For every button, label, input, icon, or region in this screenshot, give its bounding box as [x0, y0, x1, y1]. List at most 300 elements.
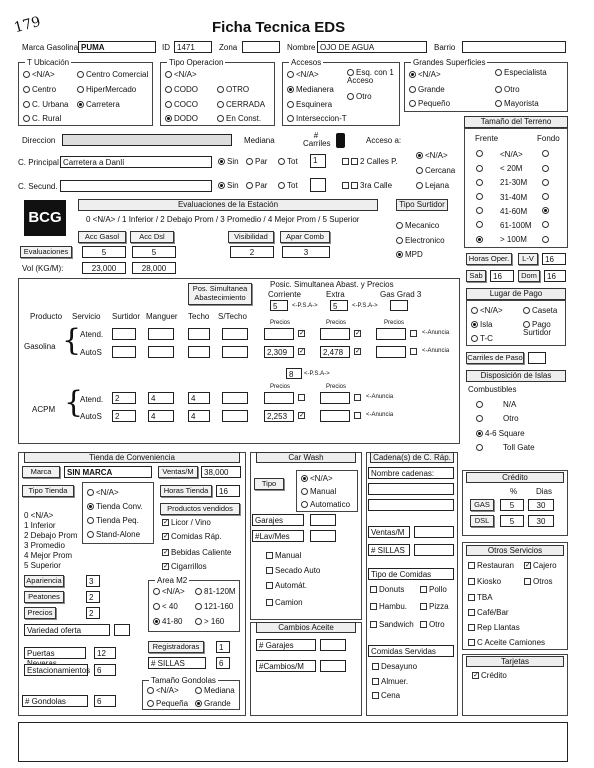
acc-opt-interseccion[interactable]: Interseccion-T: [287, 115, 347, 123]
gs-opt-otro[interactable]: Otro: [495, 86, 520, 94]
gas-atend-price-2[interactable]: [320, 328, 350, 340]
acpm-atend-surtidor[interactable]: 2: [112, 392, 136, 404]
fondo-radio[interactable]: [542, 207, 551, 215]
pos-sim-button[interactable]: Pos. Simultanea Abastecimiento: [188, 283, 252, 305]
tt-opt-na[interactable]: <N/A>: [87, 489, 119, 497]
isla-opt-square[interactable]: 4-6 Square: [476, 430, 525, 438]
extra-psa-field[interactable]: 5: [330, 300, 348, 311]
gasolina-label: Gasolina: [24, 342, 56, 351]
vol-label: Vol (KG/M):: [22, 264, 64, 273]
cp-carriles-field[interactable]: 1: [310, 154, 326, 168]
sab-field[interactable]: 16: [490, 270, 514, 282]
com-sandwich[interactable]: Sandwich: [370, 621, 414, 629]
pago-opt-caseta[interactable]: Caseta: [523, 307, 557, 315]
visibilidad-button[interactable]: Visibilidad: [228, 231, 274, 243]
direccion-field[interactable]: [62, 134, 232, 146]
cp-tot[interactable]: Tot: [278, 158, 298, 166]
cs-sin[interactable]: Sin: [218, 182, 239, 190]
corriente-psa-field[interactable]: 5: [270, 300, 288, 311]
com-otro[interactable]: Otro: [420, 621, 445, 629]
vol-gasol-field[interactable]: 23,000: [82, 262, 126, 274]
otros-tba[interactable]: TBA: [468, 594, 493, 602]
cw-opt-auto[interactable]: Automatico: [301, 501, 350, 509]
cw-garajes-field[interactable]: [310, 514, 336, 526]
servidas-label: Comidas Servidas: [368, 645, 454, 657]
anuncia-label: <-Anuncia: [366, 412, 394, 418]
peatones-button[interactable]: Peatones: [24, 591, 64, 603]
col-producto: Producto: [30, 312, 63, 321]
extra-label: Extra: [326, 290, 345, 299]
tipo-comidas-label: Tipo de Comidas: [368, 568, 454, 580]
evaluaciones-button[interactable]: Evaluaciones: [20, 246, 72, 258]
tipo-tienda-group: [82, 482, 154, 544]
acpm-autos-stecho[interactable]: [222, 410, 248, 422]
tt-opt-stand[interactable]: Stand-Alone: [87, 531, 140, 539]
frente-radio[interactable]: [476, 193, 485, 201]
pago-title: Lugar de Pago: [466, 288, 566, 300]
isla-opt-otro[interactable]: Otro: [476, 415, 519, 423]
gs-opt-especialista[interactable]: Especialista: [495, 69, 547, 77]
gas-autos-surtidor[interactable]: [112, 346, 136, 358]
otros-aceite-camiones[interactable]: C Aceite Camiones: [468, 639, 545, 647]
anuncia-label: <-Anuncia: [422, 330, 450, 336]
tam-gond-group: [142, 676, 240, 710]
terreno-size-label: > 100M: [500, 235, 527, 245]
zona-label: Zona: [219, 43, 238, 52]
gs-opt-na[interactable]: <N/A>: [409, 71, 441, 79]
gas-autos-stecho[interactable]: [222, 346, 248, 358]
zona-field[interactable]: [242, 41, 280, 53]
op-opt-otro[interactable]: OTRO: [217, 86, 249, 94]
cs-calles-check[interactable]: 3ra Calle: [342, 182, 392, 190]
com-pollo[interactable]: Pollo: [420, 586, 447, 594]
acpm-autos-surtidor[interactable]: 2: [112, 410, 136, 422]
ubic-opt-urbana[interactable]: C. Urbana: [23, 101, 68, 109]
page-title: Ficha Tecnica EDS: [212, 19, 346, 36]
productos-button[interactable]: Productos vendidos: [160, 503, 240, 515]
price-checkbox[interactable]: [354, 394, 363, 402]
gas-atend-stecho[interactable]: [222, 328, 248, 340]
carriles-paso-field[interactable]: [528, 352, 546, 364]
nombre-field[interactable]: OJO DE AGUA: [317, 41, 427, 53]
aceite-garajes-field[interactable]: [320, 639, 346, 651]
ventas-button[interactable]: Ventas/M: [158, 466, 198, 478]
carwash-title: Car Wash: [256, 452, 356, 463]
col-manguer: Manguer: [146, 312, 178, 321]
mediana-label: Mediana: [244, 136, 275, 145]
cs-par[interactable]: Par: [246, 182, 267, 190]
peatones-field[interactable]: 2: [86, 591, 100, 603]
vol-dsl-field[interactable]: 28,000: [132, 262, 176, 274]
lv-button[interactable]: L-V: [518, 253, 538, 265]
terreno-size-label: 61-100M: [500, 221, 532, 230]
fondo-radio[interactable]: [542, 221, 551, 229]
col-servicio: Servicio: [72, 312, 101, 321]
serv-almuer[interactable]: Almuer.: [372, 678, 408, 686]
variedad-field[interactable]: [114, 624, 130, 636]
ubicacion-group: [18, 58, 153, 126]
psa-label-1: <-P.S.A->: [292, 303, 318, 309]
gas-autos-price-2[interactable]: 2,478: [320, 346, 350, 358]
serv-cena[interactable]: Cena: [372, 692, 400, 700]
frente-label: Frente: [475, 134, 499, 143]
area-opt-81[interactable]: 81-120M: [195, 588, 236, 596]
cw-lav-field[interactable]: [310, 530, 336, 542]
tarjetas-title: Tarjetas: [466, 656, 564, 667]
gas-autos-label: AutoS: [80, 348, 102, 357]
acpm-psa-field[interactable]: 8: [286, 368, 302, 379]
nombre-label: Nombre: [287, 43, 316, 52]
cs-carriles-field[interactable]: [310, 178, 326, 192]
acc-gasol-button[interactable]: Acc Gasol: [78, 231, 126, 243]
tienda-scale-item: 4 Mejor Prom: [24, 551, 73, 560]
cw-garajes-label: Garajes: [252, 514, 304, 526]
horas-tienda-field[interactable]: 16: [216, 485, 240, 497]
marca-field[interactable]: PUMA: [78, 41, 156, 53]
eval-title: Evaluaciones de la Estación: [78, 199, 378, 211]
precios-button[interactable]: Precios: [24, 607, 56, 619]
price-checkbox[interactable]: [410, 330, 419, 338]
area-opt-41[interactable]: 41-80: [153, 618, 182, 626]
posic-title: Posic. Simultanea Abast. y Precios: [270, 280, 394, 289]
fondo-label: Fondo: [537, 134, 560, 143]
handwritten-note: 179: [12, 13, 43, 37]
price-checkbox[interactable]: [354, 412, 363, 420]
terreno-size-label: 31-40M: [500, 192, 528, 202]
credito-dias-label: Dias: [536, 487, 553, 496]
acpm-autos-label: AutoS: [80, 412, 102, 421]
apariencia-field[interactable]: 3: [86, 575, 100, 587]
cadena-ventas-field[interactable]: [414, 526, 454, 538]
variedad-label: Variedad oferta: [24, 624, 110, 636]
pago-opt-na[interactable]: <N/A>: [471, 307, 503, 315]
registradoras-field[interactable]: 1: [216, 641, 230, 653]
isla-opt-na[interactable]: N/A: [476, 401, 516, 409]
c-principal-label: C. Principal: [18, 158, 59, 167]
sab-button[interactable]: Sab: [466, 270, 486, 282]
gas-autos-techo[interactable]: [188, 346, 210, 358]
lv-field[interactable]: 16: [542, 253, 566, 265]
eval-dsl-field[interactable]: 5: [132, 246, 176, 258]
price-checkbox[interactable]: ✓: [299, 330, 305, 338]
cw-chk-secado[interactable]: Secado Auto: [266, 567, 320, 575]
fondo-radio[interactable]: [542, 150, 551, 158]
precios-field[interactable]: 2: [86, 607, 100, 619]
area-opt-160[interactable]: > 160: [195, 618, 224, 626]
acc-opt-esquinera[interactable]: Esquinera: [287, 101, 332, 109]
acpm-brace: {: [64, 385, 84, 420]
sillas-field[interactable]: 6: [216, 657, 230, 669]
gasgrad-psa-field[interactable]: [390, 300, 408, 311]
cadena-sillas-label: # SILLAS: [368, 544, 410, 556]
fondo-radio[interactable]: [542, 164, 551, 172]
cadena-ventas-label: Ventas/M: [368, 526, 410, 538]
grandes-title: Grandes Superficies: [413, 58, 486, 67]
credito-dsl-pct[interactable]: 5: [500, 515, 524, 527]
op-opt-dodo[interactable]: DODO: [165, 115, 198, 123]
c-secund-field[interactable]: [60, 180, 212, 192]
gas-atend-surtidor[interactable]: [112, 328, 136, 340]
credito-gas-button[interactable]: GAS: [470, 499, 494, 511]
eval-scale: 0 <N/A> / 1 Inferior / 2 Debajo Prom / 3 Promedio / 4 Mejor Prom / 5 Superior: [86, 215, 360, 224]
price-checkbox[interactable]: ✓: [355, 330, 361, 338]
apar-field[interactable]: 3: [282, 246, 330, 258]
otros-kiosko[interactable]: Kiosko: [468, 578, 501, 586]
apar-comb-button[interactable]: Apar Comb: [280, 231, 330, 243]
price-checkbox[interactable]: [298, 394, 307, 402]
c-secund-label: C. Secund.: [18, 182, 58, 191]
ubic-opt-hiper[interactable]: HiperMercado: [77, 86, 136, 94]
acpm-atend-price-2[interactable]: [320, 392, 350, 404]
credito-dsl-dias[interactable]: 30: [528, 515, 554, 527]
horas-oper-button[interactable]: Horas Oper.: [466, 253, 512, 265]
otros-otros[interactable]: Otros: [524, 578, 553, 586]
tienda-scale-item: 1 Inferior: [24, 521, 56, 530]
gas-autos-manguer[interactable]: [148, 346, 174, 358]
tienda-scale-item: 3 Promedio: [24, 541, 65, 550]
tienda-title: Tienda de Conveniencia: [24, 452, 240, 463]
c-principal-field[interactable]: Carretera a Danlí: [60, 156, 212, 168]
otros-cajero[interactable]: ✓ Cajero: [525, 561, 557, 570]
ubic-opt-cc[interactable]: Centro Comercial: [77, 71, 148, 79]
area-opt-40[interactable]: < 40: [153, 603, 178, 611]
cadena-nombre-field-1[interactable]: [368, 483, 454, 495]
isla-opt-toll[interactable]: Toll Gate: [476, 444, 535, 452]
tienda-marca-field[interactable]: SIN MARCA: [64, 466, 152, 478]
acpm-autos-price-1[interactable]: 2,253: [264, 410, 294, 422]
price-checkbox[interactable]: ✓: [299, 412, 305, 420]
aceite-title: Cambios Aceite: [256, 622, 356, 633]
accesos-group: [282, 58, 400, 126]
cw-chk-manual[interactable]: Manual: [266, 552, 301, 560]
notes-area[interactable]: [18, 722, 568, 762]
anuncia-label: <-Anuncia: [422, 348, 450, 354]
tg-opt-na[interactable]: <N/A>: [147, 687, 179, 695]
cadena-sillas-field[interactable]: [414, 544, 454, 556]
fondo-radio[interactable]: [542, 178, 551, 186]
gas-atend-techo[interactable]: [188, 328, 210, 340]
tg-opt-pequena[interactable]: Pequeña: [147, 700, 188, 708]
acpm-atend-price-1[interactable]: [264, 392, 294, 404]
aceite-cambios-field[interactable]: [320, 660, 346, 672]
acpm-autos-price-2[interactable]: [320, 410, 350, 422]
gas-autos-price-3[interactable]: [376, 346, 406, 358]
barrio-field[interactable]: [462, 41, 566, 53]
op-opt-enconst[interactable]: En Const.: [217, 115, 261, 123]
cadena-nombre-field-2[interactable]: [368, 499, 454, 511]
com-pizza[interactable]: Pizza: [420, 603, 449, 611]
cp-par[interactable]: Par: [246, 158, 267, 166]
terreno-size-label: < 20M: [500, 164, 523, 174]
apariencia-button[interactable]: Apariencia: [24, 575, 64, 587]
anuncia-label: <-Anuncia: [366, 394, 394, 400]
frente-radio[interactable]: [476, 178, 485, 186]
cp-sin[interactable]: Sin: [218, 158, 239, 166]
fondo-radio[interactable]: [542, 193, 551, 201]
surt-opt-mpd[interactable]: MPD: [396, 251, 423, 259]
terreno-title: Tamaño del Terreno: [464, 116, 568, 128]
credito-gas-dias[interactable]: 30: [528, 499, 554, 511]
col-techo: Techo: [188, 312, 210, 321]
frente-radio[interactable]: [476, 235, 485, 243]
pago-opt-tc[interactable]: T-C: [471, 335, 493, 343]
otros-restauran[interactable]: Restauran: [468, 562, 514, 570]
barrio-label: Barrio: [434, 43, 456, 52]
gs-opt-pequeno[interactable]: Pequeño: [409, 100, 450, 108]
tt-opt-peq[interactable]: Tienda Peq.: [87, 517, 139, 525]
psa-label-2: <-P.S.A->: [352, 303, 378, 309]
otros-title: Otros Servicios: [466, 545, 564, 556]
puertas-field[interactable]: 12: [94, 647, 116, 659]
gondolas-field[interactable]: 6: [94, 695, 116, 707]
tipo-operacion-group: [160, 58, 275, 126]
serv-desayuno[interactable]: Desayuno: [372, 663, 417, 671]
credito-gas-pct[interactable]: 5: [500, 499, 524, 511]
frente-radio[interactable]: [476, 164, 485, 172]
credito-title: Crédito: [466, 472, 564, 483]
prod-licor[interactable]: ✓ Licor / Vino: [163, 518, 211, 527]
tg-opt-grande[interactable]: Grande: [195, 700, 231, 708]
acc-dsl-button[interactable]: Acc Dsl: [130, 231, 174, 243]
gas-atend-price-1[interactable]: [264, 328, 294, 340]
dom-field[interactable]: 16: [544, 270, 566, 282]
acceso-opt-lejana[interactable]: Lejana: [416, 182, 449, 190]
ubic-opt-na[interactable]: <N/A>: [23, 71, 55, 79]
area-opt-na[interactable]: <N/A>: [153, 588, 185, 596]
price-checkbox[interactable]: ✓: [355, 348, 361, 356]
dom-button[interactable]: Dom: [518, 270, 540, 282]
accesos-title: Accesos: [291, 58, 322, 67]
registradoras-button[interactable]: Registradoras: [148, 641, 204, 653]
tarjeta-credito[interactable]: ✓ Crédito: [473, 671, 507, 680]
pago-opt-isla[interactable]: Isla: [471, 321, 492, 329]
precios-label: Precios: [270, 320, 291, 326]
eval-gasol-field[interactable]: 5: [82, 246, 126, 258]
acpm-label: ACPM: [32, 405, 56, 414]
ubic-opt-centro[interactable]: Centro: [23, 86, 56, 94]
fondo-radio[interactable]: [542, 235, 551, 243]
acpm-autos-techo[interactable]: 4: [188, 410, 210, 422]
gas-atend-manguer[interactable]: [148, 328, 174, 340]
carriles-paso-button[interactable]: Carriles de Paso: [467, 353, 523, 362]
price-checkbox[interactable]: ✓: [299, 348, 305, 356]
price-checkbox[interactable]: [410, 348, 419, 356]
op-opt-cerrada[interactable]: CERRADA: [217, 101, 265, 109]
acc-opt-esq[interactable]: Esq. con 1 Acceso: [347, 68, 394, 85]
area-group: [148, 576, 240, 632]
cw-opt-na[interactable]: <N/A>: [301, 475, 333, 483]
op-opt-codo[interactable]: CODO: [165, 86, 198, 94]
islas-title: Disposición de Islas: [466, 370, 566, 382]
surt-opt-electronico[interactable]: Electronico: [396, 237, 445, 245]
terreno-size-label: <N/A>: [500, 150, 523, 159]
gas-autos-price-1[interactable]: 2,309: [264, 346, 294, 358]
frente-radio[interactable]: [476, 207, 485, 215]
pago-opt-surtidor[interactable]: Pago Surtidor: [523, 320, 552, 337]
id-field[interactable]: 1471: [174, 41, 212, 53]
com-hambu[interactable]: Hambu.: [370, 603, 407, 611]
col-stecho: S/Techo: [218, 312, 247, 321]
tg-opt-mediana[interactable]: Mediana: [195, 687, 235, 695]
ubic-opt-carretera[interactable]: Carretera: [77, 101, 120, 109]
acc-opt-otro[interactable]: Otro: [347, 93, 372, 101]
acpm-atend-stecho[interactable]: [222, 392, 248, 404]
acceso-opt-na[interactable]: <N/A>: [416, 152, 448, 160]
sillas-label: # SILLAS: [148, 657, 206, 669]
otros-cafe[interactable]: Café/Bar: [468, 609, 509, 617]
corriente-label: Corriente: [268, 290, 301, 299]
acpm-autos-manguer[interactable]: 4: [148, 410, 174, 422]
acpm-atend-techo[interactable]: 4: [188, 392, 210, 404]
aceite-garajes-label: # Garajes: [256, 639, 316, 651]
tienda-scale-item: 0 <N/A>: [24, 511, 54, 520]
ventas-field[interactable]: 38,000: [201, 466, 241, 478]
gs-opt-grande[interactable]: Grande: [409, 86, 445, 94]
estac-field[interactable]: 6: [94, 664, 116, 676]
precios-label: Precios: [270, 384, 291, 390]
gas-atend-price-3[interactable]: [376, 328, 406, 340]
gondolas-label: # Gondolas: [22, 695, 88, 707]
cw-chk-camion[interactable]: Camion: [266, 599, 303, 607]
credito-dsl-button[interactable]: DSL: [470, 515, 494, 527]
cs-tot[interactable]: Tot: [278, 182, 298, 190]
acpm-atend-manguer[interactable]: 4: [148, 392, 174, 404]
terreno-group: [464, 128, 568, 248]
tipo-tienda-button[interactable]: Tipo Tienda: [22, 485, 74, 497]
gasolina-brace: {: [62, 323, 82, 358]
area-title: Area M2: [157, 576, 188, 585]
acpm-atend-label: Atend.: [80, 395, 104, 404]
cadena-nombre-label: Nombre cadenas:: [368, 467, 454, 479]
frente-radio[interactable]: [476, 221, 485, 229]
op-opt-na[interactable]: <N/A>: [165, 71, 197, 79]
acc-opt-na[interactable]: <N/A>: [287, 71, 319, 79]
acc-opt-medianera[interactable]: Medianera: [287, 86, 334, 94]
acceso-label: Acceso a:: [366, 136, 402, 145]
frente-radio[interactable]: [476, 150, 485, 158]
surt-opt-mecanico[interactable]: Mecanico: [396, 222, 439, 230]
op-opt-coco[interactable]: COCO: [165, 101, 198, 109]
otros-llantas[interactable]: Rep Llantas: [468, 624, 520, 632]
col-surtidor: Surtidor: [112, 312, 141, 321]
cadena-title: Cadena(s) de C. Ráp.: [370, 452, 454, 463]
precios-label: Precios: [326, 320, 347, 326]
tt-opt-conv[interactable]: Tienda Conv.: [87, 503, 143, 511]
estac-label: Estacionamientos: [24, 664, 88, 676]
cw-opt-manual[interactable]: Manual: [301, 488, 336, 496]
vis-field[interactable]: 2: [230, 246, 274, 258]
prod-cigarrillos[interactable]: ✓ Cigarrillos: [163, 562, 207, 571]
cp-calles-check[interactable]: 2 Calles P.: [342, 158, 398, 166]
traffic-light-icon: [336, 133, 345, 148]
prod-bebidas[interactable]: ✓ Bebidas Caliente: [163, 548, 232, 557]
acpm-psa-label: <-P.S.A->: [304, 371, 330, 377]
precios-label: Precios: [326, 384, 347, 390]
ubic-opt-rural[interactable]: C. Rural: [23, 115, 61, 123]
cw-chk-automat[interactable]: Automát.: [266, 582, 307, 590]
prod-comidas[interactable]: ✓ Comidas Ráp.: [163, 532, 222, 541]
com-donuts[interactable]: Donuts: [370, 586, 404, 594]
gs-opt-mayorista[interactable]: Mayorista: [495, 100, 539, 108]
area-opt-121[interactable]: 121-160: [195, 603, 233, 611]
horas-tienda-button[interactable]: Horas Tienda: [160, 485, 212, 497]
tam-gond-title: Tamaño Gondolas: [151, 676, 216, 685]
cw-tipo-button[interactable]: Tipo: [254, 478, 284, 490]
tienda-marca-button[interactable]: Marca: [22, 466, 60, 478]
puertas-label: Puertas: [24, 647, 86, 659]
direccion-label: Direccion: [22, 136, 56, 145]
acceso-opt-cercana[interactable]: Cercana: [416, 167, 455, 175]
